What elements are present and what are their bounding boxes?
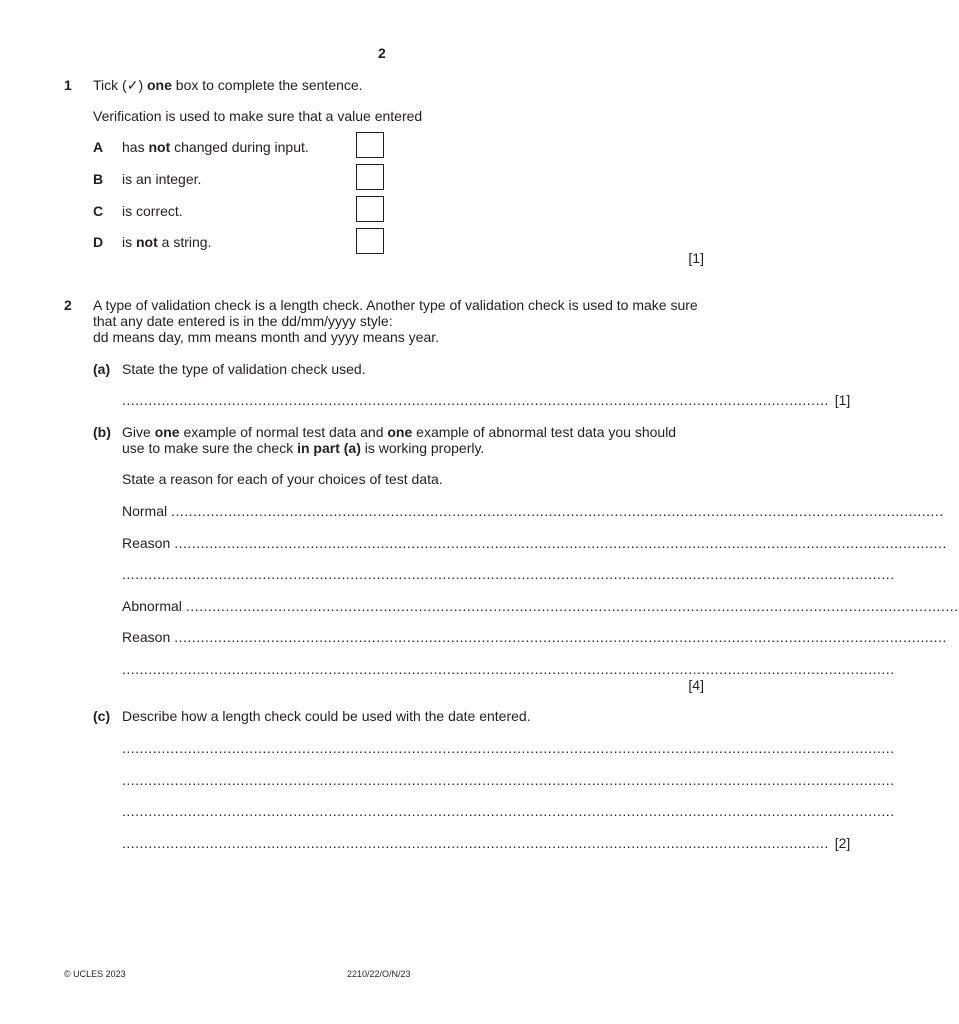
option-text-a: has not changed during input. <box>122 139 309 155</box>
normal-reason-line-2[interactable]: ................................................................................................................................................................................ <box>122 566 895 582</box>
part-b-text-line2: use to make sure the check in part (a) is working properly. <box>122 440 485 456</box>
abnormal-answer-line[interactable]: Abnormal ................................................................................................................................................................................ <box>122 598 959 614</box>
footer-copyright: © UCLES 2023 <box>64 969 126 979</box>
abnormal-label: Abnormal <box>122 598 182 614</box>
abnormal-reason-line[interactable]: Reason ................................................................................................................................................................................ <box>122 629 947 645</box>
q2-intro-line1: A type of validation check is a length check. Another type of validation check is used to make sure <box>93 297 698 313</box>
part-a-marks: [1] <box>834 392 851 408</box>
tick-box-a[interactable] <box>356 132 384 158</box>
q1-instruction: Tick (✓) one box to complete the sentence. <box>93 77 363 93</box>
option-text-c: is correct. <box>122 203 183 219</box>
part-c-marks: [2] <box>834 835 851 851</box>
part-b-reason-prompt: State a reason for each of your choices of test data. <box>122 471 443 487</box>
tick-box-c[interactable] <box>356 196 384 222</box>
option-letter-b: B <box>93 171 104 187</box>
tick-box-b[interactable] <box>356 164 384 190</box>
tick-box-d[interactable] <box>356 228 384 254</box>
q2-intro-line2: that any date entered is in the dd/mm/yyyy style: <box>93 313 393 329</box>
option-text-b: is an integer. <box>122 171 202 187</box>
footer-paper-code: 2210/22/O/N/23 <box>347 969 411 979</box>
answer-line-a[interactable]: ................................................................................................................................................................. [1] <box>122 392 851 408</box>
option-letter-d: D <box>93 234 104 250</box>
answer-line-c-4[interactable]: ................................................................................................................................................................. [2] <box>122 835 851 851</box>
option-letter-c: C <box>93 203 104 219</box>
reason-label-2: Reason <box>122 629 171 645</box>
q2-intro-line3: dd means day, mm means month and yyyy means year. <box>93 329 440 345</box>
option-letter-a: A <box>93 139 104 155</box>
normal-answer-line[interactable]: Normal ................................................................................................................................................................................ <box>122 503 944 519</box>
question-number-1: 1 <box>64 77 72 93</box>
part-label-a: (a) <box>93 361 111 377</box>
abnormal-reason-line-2[interactable]: ................................................................................................................................................................................ <box>122 661 895 677</box>
q1-marks: [1] <box>688 250 704 266</box>
reason-label: Reason <box>122 535 171 551</box>
normal-reason-line[interactable]: Reason ................................................................................................................................................................................ <box>122 535 947 551</box>
part-label-b: (b) <box>93 424 111 440</box>
part-b-text: Give one example of normal test data and one example of abnormal test data you should <box>122 424 677 440</box>
part-b-marks: [4] <box>688 677 704 693</box>
option-text-d: is not a string. <box>122 234 212 250</box>
answer-line-c-2[interactable]: ................................................................................................................................................................................ <box>122 772 895 788</box>
part-label-c: (c) <box>93 708 111 724</box>
part-c-text: Describe how a length check could be used with the date entered. <box>122 708 531 724</box>
page-number: 2 <box>378 45 386 61</box>
answer-line-c-3[interactable]: ................................................................................................................................................................................ <box>122 803 895 819</box>
question-number-2: 2 <box>64 297 72 313</box>
tick-icon: ✓ <box>126 77 139 93</box>
q1-stem: Verification is used to make sure that a value entered <box>93 108 423 124</box>
normal-label: Normal <box>122 503 168 519</box>
answer-line-c-1[interactable]: ................................................................................................................................................................................ <box>122 740 895 756</box>
part-a-text: State the type of validation check used. <box>122 361 366 377</box>
